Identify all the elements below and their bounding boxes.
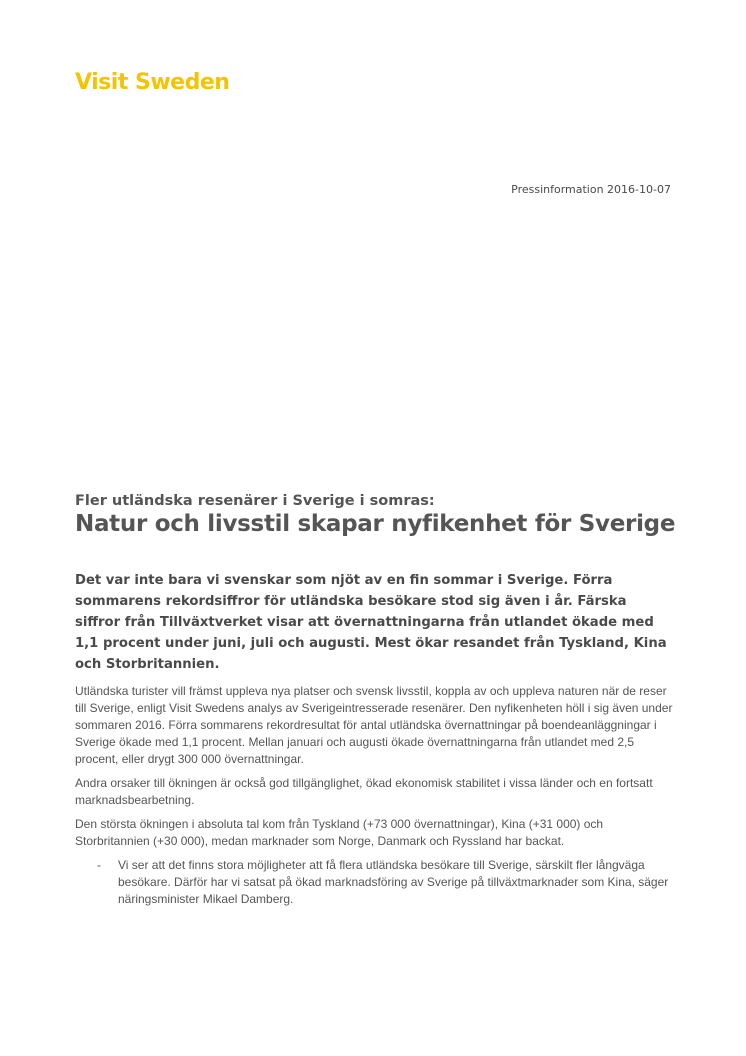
body-paragraph-2: Andra orsaker till ökningen är också god tillgänglighet, ökad ekonomisk stabilitet i vissa länder och en fortsatt marknadsbearbetning. xyxy=(75,776,653,807)
visit-sweden-logo: Visit Sweden xyxy=(75,70,230,95)
article-body xyxy=(75,683,675,908)
quote-text: Vi ser att det finns stora möjligheter att få flera utländska besökare till Sverige, särskilt fler långväga besökare. Därför har vi satsat på ökad marknadsföring av Sverige på tillväxtmarknader som Kina, säger näringsminister Mikael Damberg. xyxy=(118,858,669,906)
article-headline: Natur och livsstil skapar nyfikenhet för Sverige xyxy=(75,511,676,537)
press-info-date: Pressinformation 2016-10-07 xyxy=(511,183,671,196)
body-paragraph-3: Den största ökningen i absoluta tal kom från Tyskland (+73 000 övernattningar), Kina (+31 000) och Storbritannien (+30 000), medan marknader som Norge, Danmark och Ryssland har backat. xyxy=(75,817,604,848)
body-paragraph-1: Utländska turister vill främst uppleva nya platser och svensk livsstil, koppla av och uppleva naturen när de reser till Sverige, enligt Visit Swedens analys av Sverigeintresserade resenärer. Den nyfikenheten höll i sig även under sommaren 2016. Förra sommarens rekordresultat för antal utländska övernattningar på boendeanläggningar i Sverige ökade med 1,1 procent. Mellan januari och augusti ökade övernattningarna från utlandet med 2,5 procent, eller drygt 300 000 övernattningar. xyxy=(75,684,673,766)
article-kicker: Fler utländska resenärer i Sverige i somras: xyxy=(75,493,435,509)
quote-dash: - xyxy=(97,858,101,872)
article-lead: Det var inte bara vi svenskar som njöt av en fin sommar i Sverige. Förra sommarens rekordsiffror för utländska besökare stod sig även i år. Färska siffror från Tillväxtverket visar att övernattningarna från utlandet ökade med 1,1 procent under juni, juli och augusti. Mest ökar resandet från Tyskland, Kina och Storbritannien. xyxy=(75,573,667,672)
minister-quote xyxy=(75,857,675,908)
